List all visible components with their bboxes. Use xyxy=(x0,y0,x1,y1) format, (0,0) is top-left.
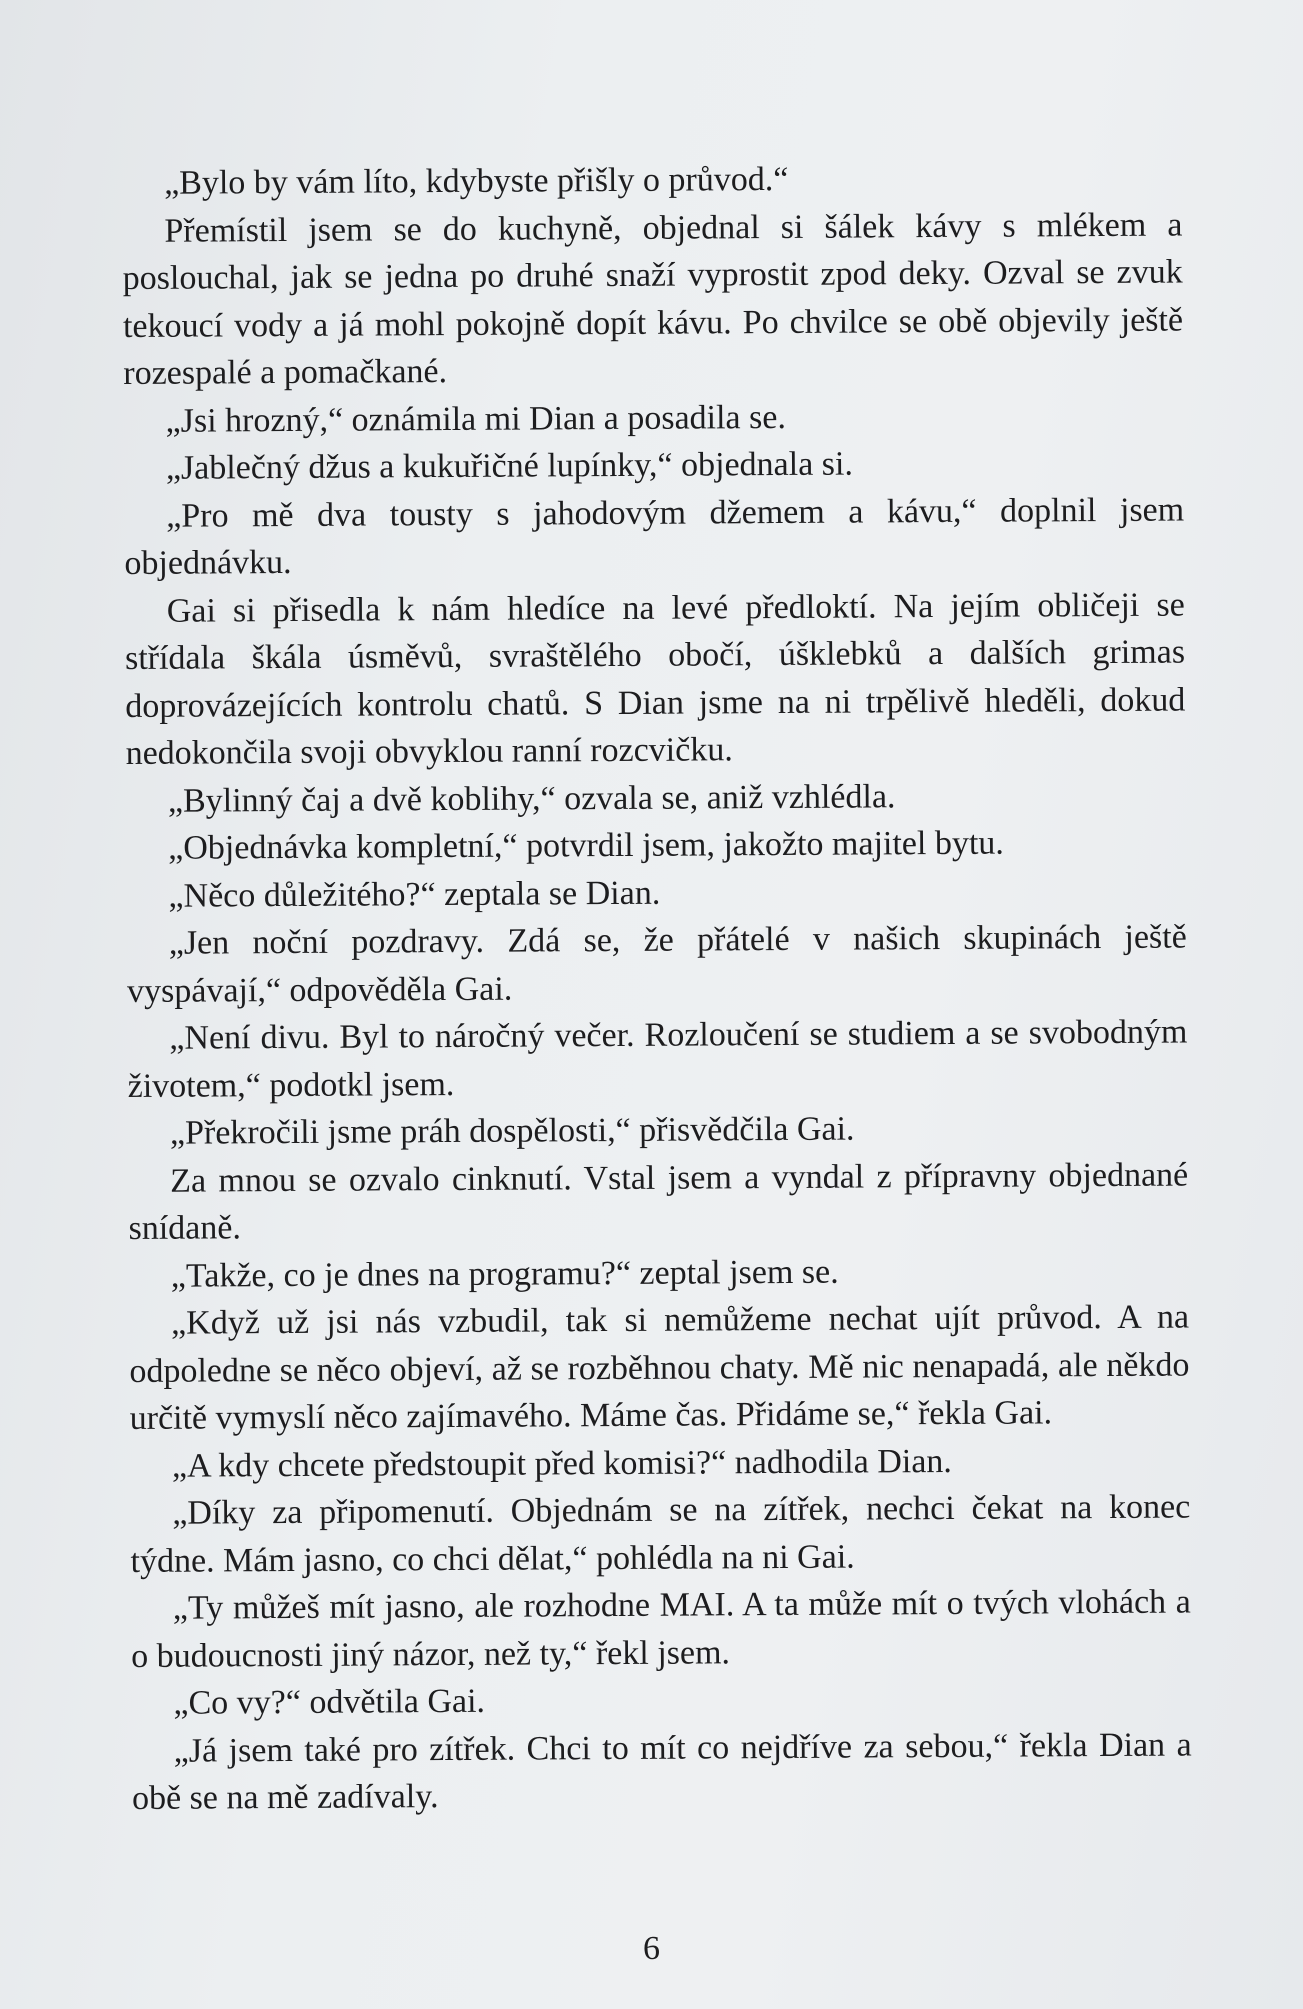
paragraph: „Já jsem také pro zítřek. Chci to mít co nejdříve za sebou,“ řekla Dian a obě se na mě zadívaly. xyxy=(131,1725,1192,1817)
paragraph: „Není divu. Byl to náročný večer. Rozloučení se studiem a se svobodným životem,“ podotkl jsem. xyxy=(127,1013,1188,1105)
page-number: 6 xyxy=(643,1930,660,1967)
paragraph: „Jen noční pozdravy. Zdá se, že přátelé v našich skupinách ještě vyspávají,“ odpověděla Gai. xyxy=(126,918,1187,1010)
paragraph: „Překročili jsme práh dospělosti,“ přisvědčila Gai. xyxy=(169,1110,855,1152)
body-text xyxy=(122,154,1192,1823)
paragraph: „Díky za připomenutí. Objednám se na zítřek, nechci čekat na konec týdne. Mám jasno, co chci dělat,“ pohlédla na ni Gai. xyxy=(130,1488,1191,1580)
paragraph: „A kdy chcete předstoupit před komisi?“ nadhodila Dian. xyxy=(171,1442,952,1485)
paragraph: „Jablečný džus a kukuřičné lupínky,“ objednala si. xyxy=(165,445,854,487)
paragraph: „Bylinný čaj a dvě koblihy,“ ozvala se, aniž vzhlédla. xyxy=(167,777,896,820)
paragraph: „Bylo by vám líto, kdybyste přišly o průvod.“ xyxy=(164,160,789,202)
paragraph: „Něco důležitého?“ zeptala se Dian. xyxy=(168,874,661,915)
paragraph: „Takže, co je dnes na programu?“ zeptal jsem se. xyxy=(170,1253,839,1295)
paragraph: Přemístil jsem se do kuchyně, objednal si šálek kávy s mlékem a poslouchal, jak se jedna po druhé snaží vyprostit zpod deky. Ozval se zvuk tekoucí vody a já mohl pokojně dopít kávu. Po chvilce se obě objevily ještě rozespalé a pomačkané. xyxy=(122,206,1184,392)
paragraph: „Když už jsi nás vzbudil, tak si nemůžeme nechat ujít průvod. A na odpoledne se něco objeví, až se rozběhnou chaty. Mě nic nenapadá, ale někdo určitě vymyslí něco zajímavého. Máme čas. Přidáme se,“ řekla Gai. xyxy=(129,1298,1190,1437)
paragraph: „Objednávka kompletní,“ potvrdil jsem, jakožto majitel bytu. xyxy=(168,824,1004,867)
paragraph: Gai si přisedla k nám hledíce na levé předloktí. Na jejím obličeji se střídala škála úsměvů, svraštělého obočí, úšklebků a dalších grimas doprovázejících kontrolu chatů. S Dian jsme na ni trpělivě hleděli, dokud nedokončila svoji obvyklou ranní rozcvičku. xyxy=(124,586,1186,772)
paragraph: Za mnou se ozvalo cinknutí. Vstal jsem a vyndal z přípravny objednané snídaně. xyxy=(128,1156,1189,1247)
paragraph: „Pro mě dva tousty s jahodovým džemem a kávu,“ doplnil jsem objednávku. xyxy=(124,491,1185,582)
paragraph: „Ty můžeš mít jasno, ale rozhodne MAI. A ta může mít o tvých vlohách a o budoucnosti jiný názor, než ty,“ řekl jsem. xyxy=(131,1583,1191,1675)
paragraph: „Jsi hrozný,“ oznámila mi Dian a posadila se. xyxy=(165,398,787,440)
paragraph: „Co vy?“ odvětila Gai. xyxy=(173,1682,486,1722)
